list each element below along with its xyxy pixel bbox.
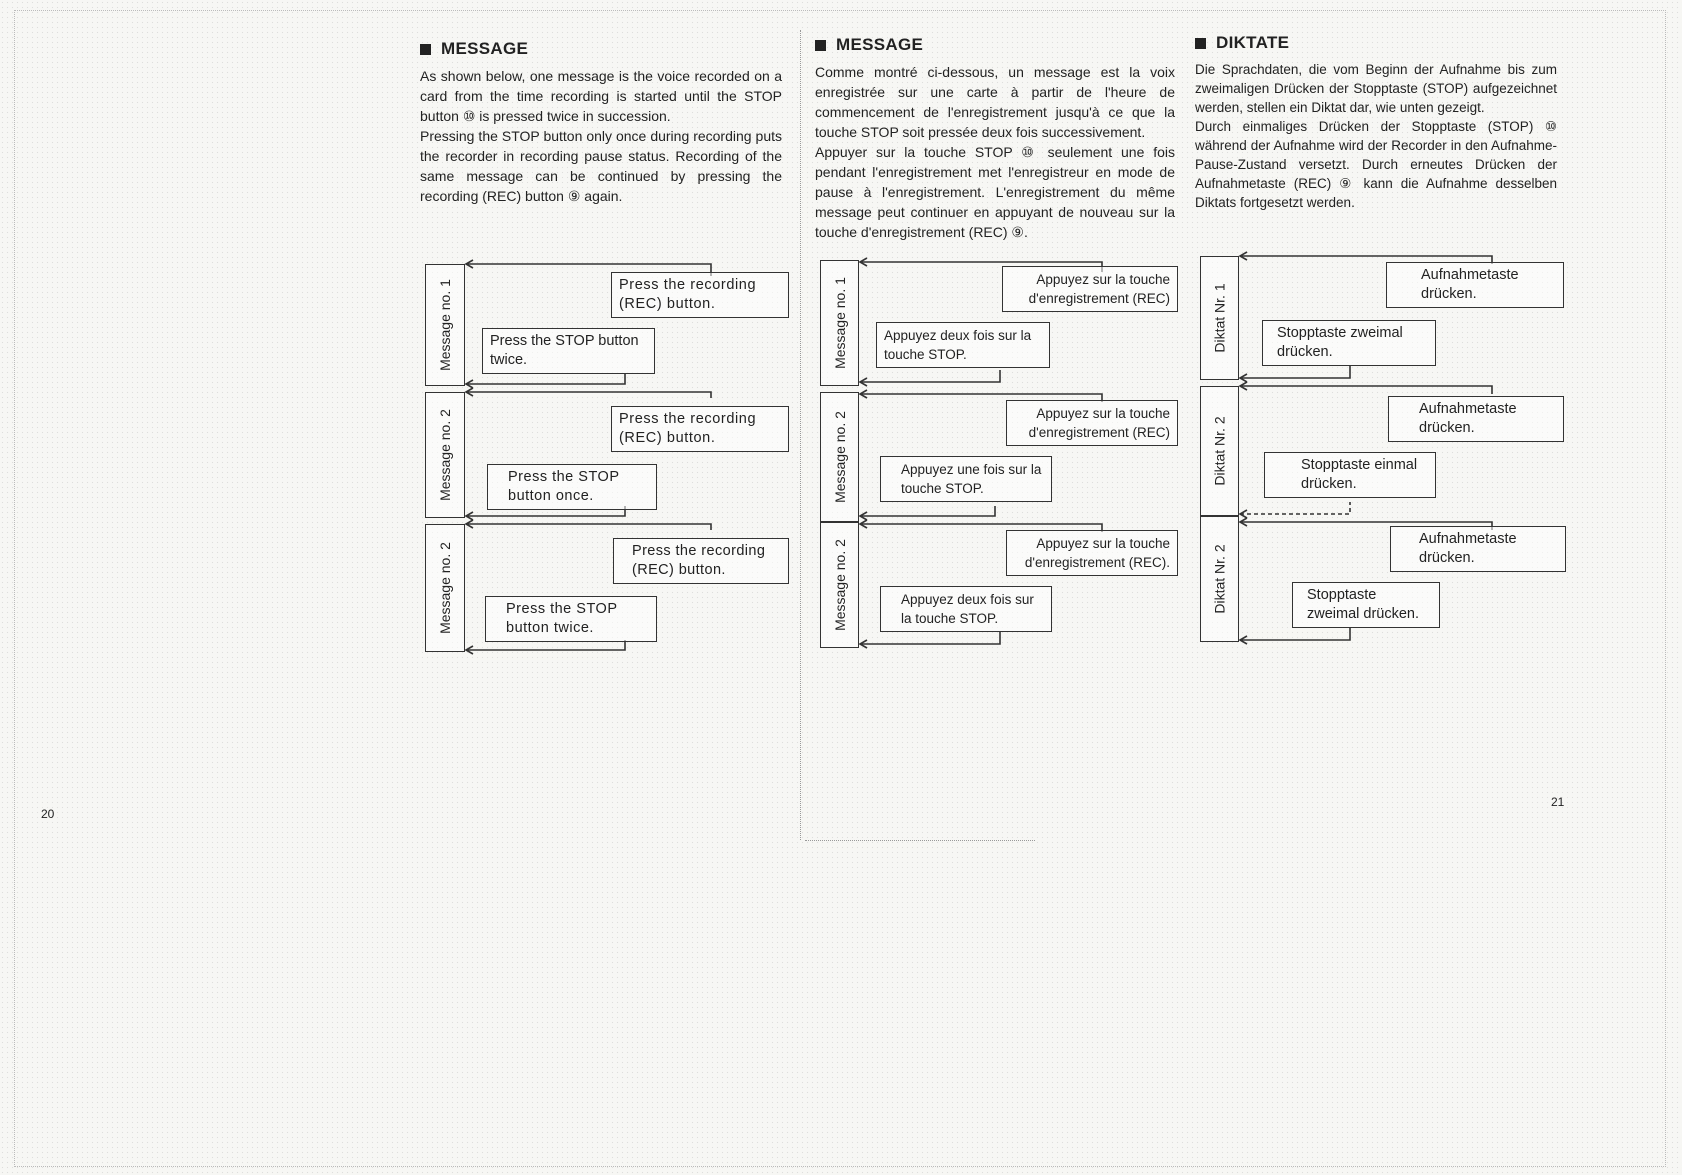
rec-instruction-1: Press the recording (REC) button.	[611, 272, 789, 318]
diktat-label-2: Diktat Nr. 2	[1200, 386, 1239, 516]
stop-instruction-3: Stopptaste zweimal drücken.	[1292, 582, 1440, 628]
page-divider	[800, 30, 801, 840]
german-section	[1195, 32, 1557, 212]
german-heading-text: DIKTATE	[1216, 33, 1290, 52]
german-heading	[1195, 32, 1557, 54]
diktat-label-1: Diktat Nr. 1	[1200, 256, 1239, 380]
english-paragraph-1: As shown below, one message is the voice recorded on a card from the time recording is started until the STOP button ⑩ is pressed twice in succession.	[420, 68, 782, 124]
german-paragraph-2: Durch einmaliges Drücken der Stopptaste (STOP) ⑩ während der Aufnahme wird der Recorder in den Aufnahme-Pause-Zustand versetzt. Durch erneutes Drücken der Aufnahmetaste (REC) ⑨ kann die Aufnahme desselben Diktats fortgesetzt werden.	[1195, 119, 1557, 210]
stop-instruction-2: Appuyez une fois sur la touche STOP.	[880, 456, 1052, 502]
heading-square-icon	[420, 44, 431, 55]
english-heading-text: MESSAGE	[441, 39, 529, 58]
rec-instruction-1: Appuyez sur la touche d'enregistrement (REC)	[1002, 266, 1178, 312]
english-diagram	[425, 260, 795, 652]
stop-instruction-1: Stopptaste zweimal drücken.	[1262, 320, 1436, 366]
french-diagram	[820, 258, 1180, 650]
german-diagram	[1200, 252, 1570, 644]
diktat-label-3: Diktat Nr. 2	[1200, 516, 1239, 642]
english-heading	[420, 38, 782, 60]
page-number-right: 21	[1551, 795, 1565, 809]
english-diagram-lines	[425, 260, 795, 652]
message-label-3: Message no. 2	[425, 524, 465, 652]
french-heading	[815, 34, 1175, 56]
heading-square-icon	[815, 40, 826, 51]
rec-instruction-2: Aufnahmetaste drücken.	[1388, 396, 1564, 442]
stop-instruction-3: Press the STOP button twice.	[485, 596, 657, 642]
french-section	[815, 34, 1175, 242]
rec-instruction-2: Press the recording (REC) button.	[611, 406, 789, 452]
rec-instruction-3: Appuyez sur la touche d'enregistrement (REC).	[1006, 530, 1178, 576]
stop-instruction-3: Appuyez deux fois sur la touche STOP.	[880, 586, 1052, 632]
french-paragraph-2: Appuyer sur la touche STOP ⑩ seulement une fois pendant l'enregistrement met l'enregistreur en mode de pause à l'enregistrement. L'enregistrement du même message peut continuer en appuyant de nouveau sur la touche d'enregistrement (REC) ⑨.	[815, 144, 1175, 240]
stop-instruction-2: Press the STOP button once.	[487, 464, 657, 510]
rec-instruction-3: Aufnahmetaste drücken.	[1390, 526, 1566, 572]
stop-instruction-2: Stopptaste einmal drücken.	[1264, 452, 1436, 498]
message-label-2: Message no. 2	[820, 392, 859, 522]
message-label-1: Message no. 1	[820, 260, 859, 386]
page-number-left: 20	[41, 807, 55, 821]
page-divider-bottom	[805, 840, 1035, 841]
stop-instruction-1: Press the STOP button twice.	[482, 328, 655, 374]
message-label-1: Message no. 1	[425, 264, 465, 386]
message-label-3: Message no. 2	[820, 522, 859, 648]
heading-square-icon	[1195, 38, 1206, 49]
rec-instruction-2: Appuyez sur la touche d'enregistrement (REC)	[1006, 400, 1178, 446]
rec-instruction-3: Press the recording (REC) button.	[613, 538, 789, 584]
message-label-2: Message no. 2	[425, 392, 465, 518]
french-heading-text: MESSAGE	[836, 35, 924, 54]
french-paragraph-1: Comme montré ci-dessous, un message est la voix enregistrée sur une carte à partir de l'heure de commencement de l'enregistrement jusqu'à ce que la touche STOP soit pressée deux fois successivement.	[815, 64, 1175, 140]
stop-instruction-1: Appuyez deux fois sur la touche STOP.	[876, 322, 1050, 368]
rec-instruction-1: Aufnahmetaste drücken.	[1386, 262, 1564, 308]
english-paragraph-2: Pressing the STOP button only once during recording puts the recorder in recording pause status. Recording of the same message can be continued by pressing the recording (REC) button ⑨ again.	[420, 128, 782, 204]
english-section	[420, 38, 782, 206]
german-paragraph-1: Die Sprachdaten, die vom Beginn der Aufnahme bis zum zweimaligen Drücken der Stopptaste (STOP) aufgezeichnet werden, stellen ein Diktat dar, wie unten gezeigt.	[1195, 62, 1557, 115]
